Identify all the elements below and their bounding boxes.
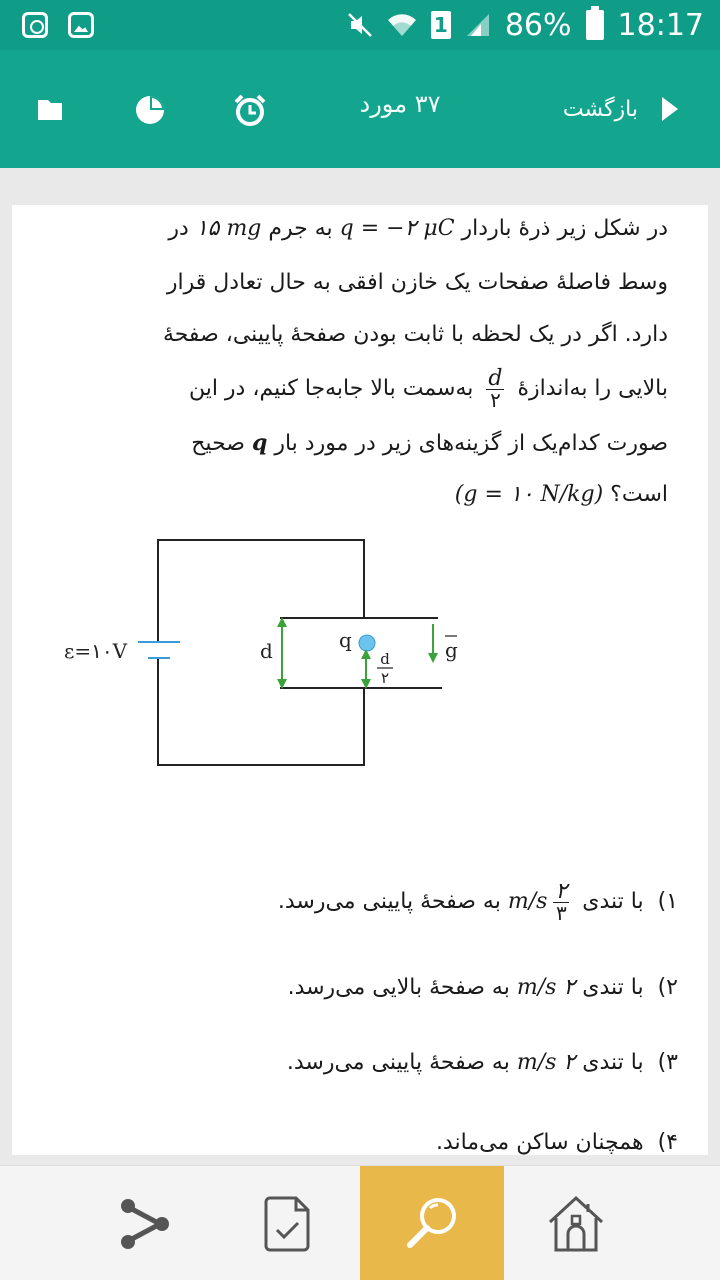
bottom-navigation bbox=[0, 1165, 720, 1280]
share-button[interactable] bbox=[72, 1166, 216, 1280]
fraction: $\frac{d}{۲}$ bbox=[488, 365, 503, 412]
half-gap-den: ۲ bbox=[380, 669, 390, 687]
emf-label: ε=۱۰V bbox=[64, 639, 128, 663]
option-2[interactable]: ۲)با تندی ۲ m/s به صفحهٔ بالایی می‌رسد. bbox=[287, 975, 678, 1000]
item-count: ۳۷ مورد bbox=[359, 90, 441, 118]
back-button[interactable] bbox=[520, 86, 720, 132]
app-bar bbox=[0, 50, 720, 168]
question-text bbox=[62, 205, 668, 521]
share-icon bbox=[116, 1194, 172, 1254]
folder-icon[interactable] bbox=[30, 90, 70, 130]
gallery-icon bbox=[68, 12, 94, 38]
question-card bbox=[12, 205, 708, 1155]
pie-chart-icon[interactable] bbox=[130, 90, 170, 130]
question-line: صورت کدام‌یک از گزینه‌های زیر در مورد بار q صحیح bbox=[191, 430, 668, 456]
signal-icon bbox=[465, 12, 491, 38]
option-1[interactable]: ۱)با تندی $\frac{۲}{۳}$ m/s به صفحهٔ پایینی می‌رسد. bbox=[277, 878, 678, 925]
charge-label: q bbox=[339, 628, 352, 652]
review-button[interactable] bbox=[216, 1166, 360, 1280]
wifi-icon bbox=[387, 12, 417, 38]
clock: 18:17 bbox=[617, 7, 704, 43]
back-arrow-icon bbox=[662, 97, 678, 121]
back-label: بازگشت bbox=[562, 96, 638, 122]
home-button[interactable] bbox=[504, 1166, 648, 1280]
question-line: دارد. اگر در یک لحظه با ثابت بودن صفحهٔ پایینی، صفحهٔ bbox=[162, 322, 668, 347]
question-line: بالایی را به‌اندازهٔ $\frac{d}{۲}$ به‌سمت بالا جابه‌جا کنیم، در این bbox=[188, 365, 668, 412]
search-button[interactable] bbox=[360, 1166, 504, 1280]
fraction: $\frac{۲}{۳}$ bbox=[555, 878, 568, 925]
search-icon bbox=[400, 1192, 464, 1256]
battery-percent: 86% bbox=[504, 7, 572, 43]
home-icon bbox=[544, 1192, 608, 1256]
gravity-label: g bbox=[445, 638, 458, 662]
instagram-icon bbox=[22, 12, 48, 38]
alarm-clock-icon[interactable] bbox=[230, 90, 270, 130]
question-line: وسط فاصلهٔ صفحات یک خازن افقی به حال تعادل قرار bbox=[166, 270, 668, 295]
charge-particle bbox=[359, 635, 375, 651]
gap-label: d bbox=[260, 639, 273, 663]
mute-icon bbox=[347, 12, 373, 38]
status-bar bbox=[0, 0, 720, 50]
capacitor-circuit-diagram bbox=[52, 530, 492, 770]
question-line: در شکل زیر ذرهٔ باردار q = −۲ μC به جرم ۱۵ mg در bbox=[168, 216, 668, 241]
half-gap-num: d bbox=[380, 650, 390, 668]
option-3[interactable]: ۳)با تندی ۲ m/s به صفحهٔ پایینی می‌رسد. bbox=[286, 1050, 678, 1075]
option-4[interactable]: ۴)همچنان ساکن می‌ماند. bbox=[435, 1130, 678, 1155]
battery-icon bbox=[586, 10, 604, 40]
checked-document-icon bbox=[260, 1192, 316, 1256]
sim-icon: 1 bbox=[431, 11, 451, 39]
question-line: است؟ (g = ۱۰ N/kg) bbox=[454, 482, 668, 507]
